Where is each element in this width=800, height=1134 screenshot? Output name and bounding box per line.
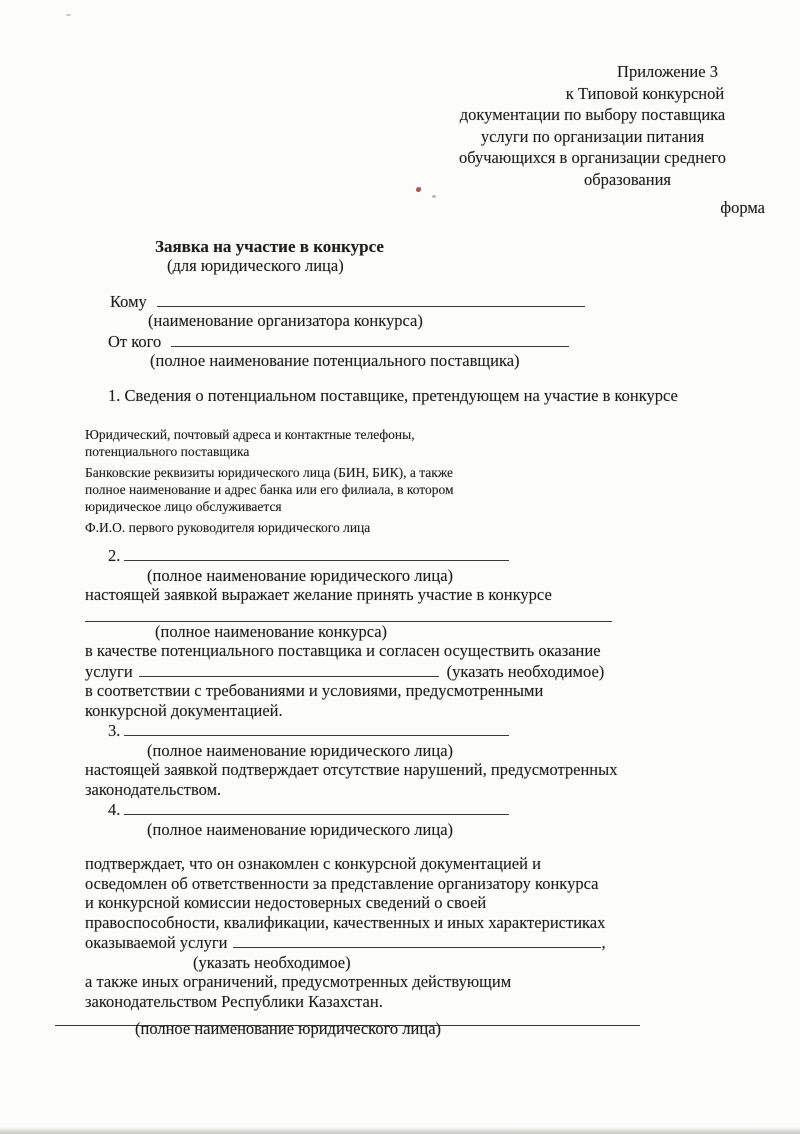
from-row [108,331,569,352]
clause4-blank-line [124,799,509,815]
contest-name-hint: (полное наименование конкурса) [155,621,388,641]
section1-item [85,519,454,536]
services-blank-line [139,661,439,677]
section1-items [85,426,454,540]
red-ink-speck [416,187,421,192]
rendered-services-label: оказываемой услуги [85,933,228,952]
from-blank-line [171,331,569,347]
to-blank-line [157,291,585,307]
contest-blank-row [85,605,665,622]
document-body [85,545,665,1039]
form-marker: форма [720,198,765,217]
body-line: конкурсной документацией. [85,700,283,720]
section1-item-line: Банковские реквизиты юридического лица (БИН, БИК), а также [85,465,453,480]
body-line: подтверждает, что он ознакомлен с конкурсной документацией и [85,854,541,873]
body-line: настоящей заявкой выражает желание принять участие в конкурсе [85,585,552,604]
body-line: настоящей заявкой подтверждает отсутствие нарушений, предусмотренных [85,760,618,779]
services-label: услуги [85,661,133,681]
annex-line: к Типовой конкурсной [565,83,725,103]
to-label: Кому [110,292,147,311]
annex-header [425,61,760,190]
clause3-number: 3. [108,721,121,740]
body-line: законодательством. [85,779,222,799]
annex-line: образования [583,169,672,189]
top-edge-speck [66,14,71,16]
section1-item-line: Ф.И.О. первого руководителя юридического лица [85,520,371,535]
annex-line: Приложение 3 [617,62,718,81]
entity-name-hint: (полное наименование юридического лица) [135,1019,442,1038]
section1-item-line: полное наименование и адрес банка или его филиала, в котором [85,482,454,497]
to-hint: (наименование организатора конкурса) [148,311,423,330]
body-line: в соответствии с требованиями и условиями, предусмотренными [85,681,544,700]
body-line: осведомлен об ответственности за представление организатору конкурса [85,873,599,893]
from-label: От кого [108,332,162,351]
body-line: законодательством Республики Казахстан. [85,991,383,1011]
specify-hint: (указать необходимое) [193,952,351,972]
scan-bottom-edge-shadow [0,1127,800,1134]
clause4-row [85,799,665,820]
clause3-row [85,720,665,741]
annex-line: обучающихся в организации среднего [458,148,727,167]
entity-name-hint: (полное наименование юридического лица) [147,565,454,585]
services-row [85,661,665,682]
document-subtitle: (для юридического лица) [167,256,344,275]
trailing-comma: , [601,933,606,952]
section1-item [85,464,454,515]
entity-name-hint: (полное наименование юридического лица) [147,819,454,839]
body-line: и конкурсной комиссии недостоверных сведений о своей [85,893,487,912]
clause2-blank-line [124,545,509,561]
section1-item [85,426,454,460]
body-line: а также иных ограничений, предусмотренных действующим [85,972,512,991]
from-hint: (полное наименование потенциального поставщика) [150,351,520,370]
clause4-number: 4. [108,800,121,819]
to-row [110,291,585,312]
entity-name-hint: (полное наименование юридического лица) [147,740,454,760]
signature-blank-row [85,1011,665,1019]
annex-line: услуги по организации питания [480,126,705,146]
paragraph-gap [85,839,665,854]
document-title: Заявка на участие в конкурсе [155,237,384,256]
contest-blank-line [85,605,612,622]
rendered-services-row [85,932,665,953]
clause2-number: 2. [108,546,121,565]
section1-heading: 1. Сведения о потенциальном поставщике, претендующем на участие в конкурсе [108,386,678,405]
clause3-blank-line [124,720,509,736]
section1-item-line: потенциального поставщика [85,444,250,459]
rendered-services-blank-line [233,932,601,948]
section1-item-line: Юридический, почтовый адреса и контактные телефоны, [85,427,415,442]
gray-speck [432,195,436,198]
section1-item-line: юридическое лицо обслуживается [85,499,282,514]
body-line: в качестве потенциального поставщика и согласен осуществить оказание [85,641,601,660]
specify-hint-inline: (указать необходимое) [446,661,605,681]
annex-line: документации по выбору поставщика [459,105,726,124]
body-line: правоспособности, квалификации, качественных и иных характеристиках [85,912,606,932]
clause2-row [85,545,665,566]
